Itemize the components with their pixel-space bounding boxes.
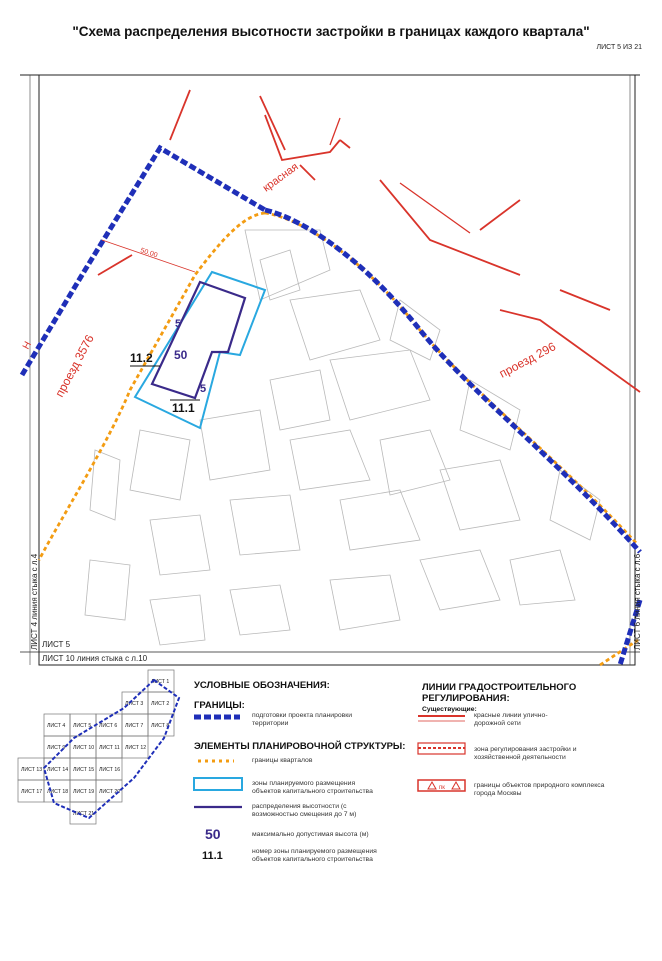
key-map-cell-label: ЛИСТ 13 — [21, 767, 43, 773]
zone-11-2-label: 11.2 — [130, 351, 153, 365]
legend-max-height-text: максимально допустимая высота (м) — [252, 831, 369, 838]
edge-label-left-side: ЛИСТ 4 линия стыка с л.4 — [30, 553, 39, 650]
key-map-cell-label: ЛИСТ 4 — [47, 723, 66, 729]
legend-lines-heading: ЛИНИИ ГРАДОСТРОИТЕЛЬНОГО РЕГУЛИРОВАНИЯ: — [422, 682, 577, 704]
legend-placement-zone-swatch — [194, 778, 242, 790]
legend-project-boundary-text: подготовки проекта планировки территории — [252, 712, 353, 727]
key-map-cell-label: ЛИСТ 10 — [73, 745, 95, 751]
legend-elements-heading: ЭЛЕМЕНТЫ ПЛАНИРОВОЧНОЙ СТРУКТУРЫ: — [194, 741, 406, 752]
legend-nature-triangle-right — [452, 782, 460, 789]
key-map-cell-label: ЛИСТ 2 — [151, 701, 170, 707]
legend-regulation-zone-text: зона регулирования застройки и хозяйственной деятельности — [474, 746, 577, 761]
key-map-cell-label: ЛИСТ 7 — [125, 723, 144, 729]
map-frame — [39, 75, 635, 665]
legend-boundaries-heading: ГРАНИЦЫ: — [194, 700, 245, 711]
key-map-cell-label: ЛИСТ 9 — [47, 745, 66, 751]
edge-label-bottom-strip: ЛИСТ 10 линия стыка с л.10 — [42, 654, 148, 663]
offset-bottom-label: 5 — [200, 383, 207, 395]
legend-nature-text: границы объектов природного комплекса города Москвы — [474, 782, 605, 797]
key-map-cell-label: ЛИСТ 12 — [125, 745, 147, 751]
legend-zone-number-value: 11.1 — [202, 850, 223, 862]
street-label-corner: Н — [20, 339, 35, 352]
key-map-cell-label: ЛИСТ 11 — [99, 745, 120, 751]
dimension-label: 50.00 — [139, 247, 159, 260]
red-lines — [98, 90, 640, 392]
edge-label-bottom-left: ЛИСТ 5 — [42, 640, 71, 649]
legend-heading: УСЛОВНЫЕ ОБОЗНАЧЕНИЯ: — [194, 680, 330, 691]
key-map-cell-label: ЛИСТ 5 — [73, 723, 92, 729]
edge-label-right-side: ЛИСТ 6 линия стыка с л.6 — [633, 553, 642, 650]
legend-height-line-text: распределения высотности (с возможностью смещения до 7 м) — [252, 803, 357, 818]
sheet-number: ЛИСТ 5 ИЗ 21 — [596, 44, 642, 51]
placement-zone — [135, 272, 265, 428]
key-map-cell-label: ЛИСТ 14 — [47, 767, 69, 773]
legend-existing-heading: Существующие: — [422, 706, 477, 713]
key-map-cell-label: ЛИСТ 21 — [73, 811, 95, 817]
legend-nature-triangle-left — [428, 782, 436, 789]
block-boundary-right — [265, 213, 638, 545]
page-title: "Схема распределения высотности застройки в границах каждого квартала" — [72, 24, 590, 39]
key-map-cell-label: ЛИСТ 17 — [21, 789, 43, 795]
street-label-krasnaya: красная — [260, 160, 301, 195]
legend-pk-label: пк — [439, 785, 445, 791]
legend-block-boundary-text: границы кварталов — [252, 757, 313, 764]
legend-zone-number-text: номер зоны планируемого размещения объектов капитального строительства — [252, 848, 377, 863]
street-label-proezd-3576: проезд 3576 — [52, 332, 97, 400]
key-map-cell-label: ЛИСТ 6 — [99, 723, 118, 729]
legend-placement-zone-text: зоны планируемого размещения объектов капитального строительства — [252, 780, 373, 795]
project-boundary-right — [265, 210, 640, 552]
key-map-cell-label: ЛИСТ 20 — [99, 789, 121, 795]
key-map-cell-label: ЛИСТ 3 — [125, 701, 144, 707]
key-map-cell-label: ЛИСТ 18 — [47, 789, 69, 795]
project-boundary-left — [22, 148, 265, 375]
key-map-cell-label: ЛИСТ 16 — [99, 767, 121, 773]
legend-red-lines-text: красные линии улично-дорожной сети — [474, 712, 548, 727]
street-label-proezd-296: проезд 296 — [496, 339, 559, 381]
key-map-cell-label: ЛИСТ 8 — [151, 723, 170, 729]
key-map-cell-label: ЛИСТ 19 — [73, 789, 95, 795]
key-map-cell-label: ЛИСТ 1 — [151, 679, 170, 685]
height-distribution-zone — [152, 282, 245, 398]
zone-11-1-label: 11.1 — [172, 401, 195, 415]
sheet-key-map — [14, 668, 204, 848]
key-map-cell-label: ЛИСТ 15 — [73, 767, 95, 773]
offset-top-label: 5 — [175, 318, 182, 330]
height-value-label: 50 — [174, 348, 188, 362]
red-lines-thin — [330, 118, 470, 233]
background-buildings — [85, 230, 600, 645]
legend-max-height-value: 50 — [205, 826, 221, 842]
